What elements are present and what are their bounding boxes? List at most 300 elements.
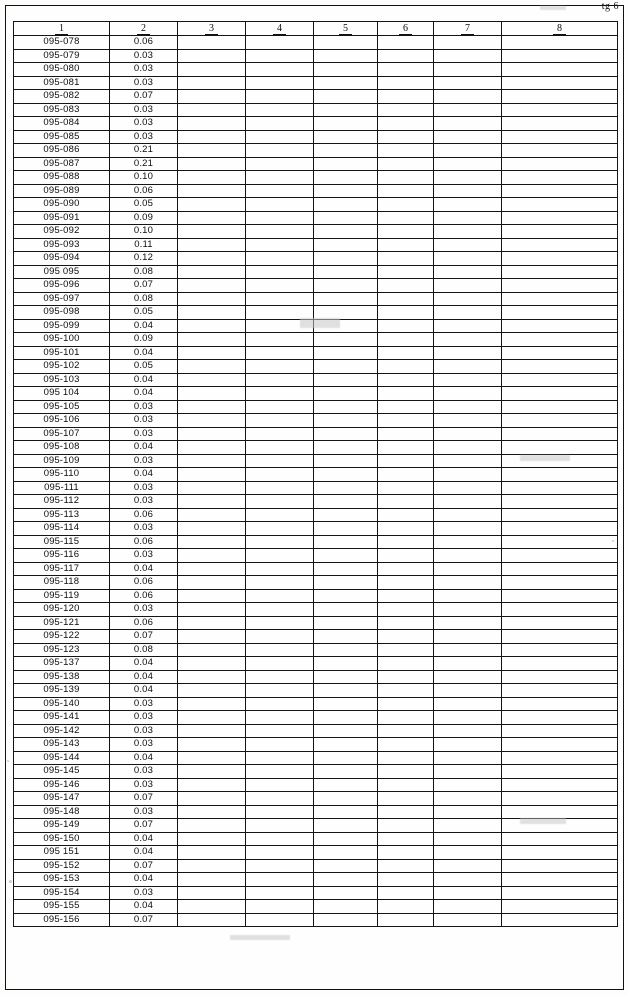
cell-empty-col3 [178, 481, 246, 495]
cell-empty-col5 [314, 535, 378, 549]
cell-empty-col4 [246, 549, 314, 563]
cell-empty-col4 [246, 333, 314, 347]
cell-empty-col7 [434, 103, 502, 117]
cell-sample-id: 095-103 [14, 373, 110, 387]
cell-empty-col8 [502, 576, 618, 590]
cell-value: 0.03 [110, 76, 178, 90]
cell-empty-col8 [502, 306, 618, 320]
cell-empty-col7 [434, 414, 502, 428]
cell-empty-col5 [314, 211, 378, 225]
cell-value: 0.21 [110, 144, 178, 158]
cell-empty-col6 [378, 873, 434, 887]
cell-empty-col7 [434, 144, 502, 158]
cell-empty-col4 [246, 495, 314, 509]
cell-sample-id: 095-082 [14, 90, 110, 104]
cell-empty-col3 [178, 832, 246, 846]
cell-sample-id: 095-109 [14, 454, 110, 468]
cell-empty-col3 [178, 319, 246, 333]
scan-smudge [230, 935, 290, 940]
table-row [14, 63, 618, 77]
table-row [14, 427, 618, 441]
cell-sample-id: 095-142 [14, 724, 110, 738]
cell-sample-id: 095-155 [14, 900, 110, 914]
cell-value: 0.08 [110, 292, 178, 306]
cell-value: 0.07 [110, 819, 178, 833]
cell-empty-col5 [314, 454, 378, 468]
cell-empty-col6 [378, 292, 434, 306]
cell-sample-id: 095-105 [14, 400, 110, 414]
cell-empty-col8 [502, 252, 618, 266]
cell-empty-col5 [314, 90, 378, 104]
cell-value: 0.06 [110, 616, 178, 630]
cell-empty-col6 [378, 832, 434, 846]
cell-value: 0.03 [110, 414, 178, 428]
cell-empty-col3 [178, 252, 246, 266]
cell-empty-col3 [178, 751, 246, 765]
table-row [14, 279, 618, 293]
cell-empty-col3 [178, 724, 246, 738]
cell-value: 0.06 [110, 535, 178, 549]
cell-sample-id: 095-122 [14, 630, 110, 644]
cell-value: 0.03 [110, 454, 178, 468]
cell-empty-col5 [314, 252, 378, 266]
cell-empty-col4 [246, 724, 314, 738]
cell-empty-col3 [178, 616, 246, 630]
cell-empty-col7 [434, 792, 502, 806]
cell-empty-col6 [378, 576, 434, 590]
cell-empty-col8 [502, 805, 618, 819]
cell-empty-col6 [378, 252, 434, 266]
cell-empty-col8 [502, 387, 618, 401]
cell-empty-col7 [434, 832, 502, 846]
cell-value: 0.12 [110, 252, 178, 266]
cell-empty-col4 [246, 616, 314, 630]
cell-empty-col4 [246, 130, 314, 144]
cell-empty-col7 [434, 63, 502, 77]
cell-empty-col5 [314, 441, 378, 455]
table-row [14, 616, 618, 630]
cell-empty-col6 [378, 157, 434, 171]
table-row [14, 130, 618, 144]
cell-empty-col5 [314, 684, 378, 698]
cell-empty-col4 [246, 211, 314, 225]
cell-empty-col6 [378, 333, 434, 347]
cell-empty-col7 [434, 90, 502, 104]
cell-sample-id: 095-123 [14, 643, 110, 657]
cell-value: 0.07 [110, 279, 178, 293]
cell-empty-col8 [502, 765, 618, 779]
cell-empty-col5 [314, 306, 378, 320]
cell-value: 0.09 [110, 211, 178, 225]
cell-sample-id: 095-083 [14, 103, 110, 117]
cell-empty-col4 [246, 805, 314, 819]
cell-empty-col7 [434, 292, 502, 306]
cell-sample-id: 095-090 [14, 198, 110, 212]
cell-empty-col7 [434, 495, 502, 509]
table-row [14, 360, 618, 374]
cell-value: 0.03 [110, 805, 178, 819]
cell-empty-col4 [246, 279, 314, 293]
cell-value: 0.06 [110, 184, 178, 198]
cell-value: 0.09 [110, 333, 178, 347]
cell-empty-col3 [178, 144, 246, 158]
cell-empty-col3 [178, 157, 246, 171]
cell-empty-col7 [434, 738, 502, 752]
table-row [14, 643, 618, 657]
cell-empty-col3 [178, 549, 246, 563]
cell-empty-col6 [378, 900, 434, 914]
column-header-1 [14, 22, 110, 36]
cell-empty-col8 [502, 913, 618, 927]
cell-empty-col8 [502, 481, 618, 495]
cell-empty-col5 [314, 697, 378, 711]
cell-empty-col4 [246, 468, 314, 482]
cell-empty-col7 [434, 711, 502, 725]
cell-empty-col4 [246, 346, 314, 360]
cell-empty-col7 [434, 549, 502, 563]
cell-empty-col6 [378, 346, 434, 360]
cell-empty-col7 [434, 859, 502, 873]
cell-empty-col3 [178, 427, 246, 441]
cell-empty-col7 [434, 697, 502, 711]
cell-empty-col8 [502, 738, 618, 752]
cell-sample-id: 095-117 [14, 562, 110, 576]
cell-empty-col6 [378, 184, 434, 198]
table-row [14, 684, 618, 698]
cell-empty-col6 [378, 400, 434, 414]
cell-empty-col5 [314, 913, 378, 927]
table-row [14, 373, 618, 387]
cell-empty-col4 [246, 738, 314, 752]
column-header-1-label: 1 [55, 24, 68, 35]
cell-empty-col8 [502, 198, 618, 212]
cell-empty-col5 [314, 630, 378, 644]
cell-empty-col8 [502, 832, 618, 846]
cell-empty-col6 [378, 49, 434, 63]
cell-empty-col3 [178, 454, 246, 468]
cell-empty-col4 [246, 103, 314, 117]
cell-empty-col8 [502, 508, 618, 522]
cell-empty-col4 [246, 859, 314, 873]
table-row [14, 414, 618, 428]
cell-empty-col6 [378, 225, 434, 239]
table-row [14, 292, 618, 306]
cell-empty-col7 [434, 630, 502, 644]
cell-empty-col6 [378, 468, 434, 482]
cell-value: 0.05 [110, 360, 178, 374]
table-row [14, 481, 618, 495]
cell-sample-id: 095-145 [14, 765, 110, 779]
cell-empty-col7 [434, 481, 502, 495]
cell-value: 0.04 [110, 468, 178, 482]
column-header-8 [502, 22, 618, 36]
table-row [14, 846, 618, 860]
cell-value: 0.03 [110, 522, 178, 536]
cell-empty-col8 [502, 859, 618, 873]
cell-empty-col5 [314, 522, 378, 536]
cell-empty-col7 [434, 157, 502, 171]
cell-empty-col4 [246, 562, 314, 576]
table-row [14, 508, 618, 522]
cell-empty-col5 [314, 292, 378, 306]
table-row [14, 724, 618, 738]
cell-empty-col5 [314, 157, 378, 171]
cell-value: 0.04 [110, 373, 178, 387]
cell-empty-col4 [246, 522, 314, 536]
cell-value: 0.04 [110, 751, 178, 765]
cell-empty-col6 [378, 738, 434, 752]
cell-sample-id: 095-100 [14, 333, 110, 347]
cell-value: 0.05 [110, 306, 178, 320]
table-row [14, 36, 618, 50]
cell-empty-col4 [246, 765, 314, 779]
cell-empty-col6 [378, 319, 434, 333]
cell-empty-col3 [178, 495, 246, 509]
cell-empty-col4 [246, 265, 314, 279]
scan-speck [7, 760, 9, 762]
column-header-4-label: 4 [273, 24, 286, 35]
cell-value: 0.03 [110, 481, 178, 495]
cell-empty-col8 [502, 522, 618, 536]
cell-empty-col6 [378, 130, 434, 144]
cell-value: 0.03 [110, 63, 178, 77]
cell-empty-col3 [178, 684, 246, 698]
cell-empty-col4 [246, 643, 314, 657]
cell-empty-col7 [434, 265, 502, 279]
cell-value: 0.03 [110, 765, 178, 779]
table-row [14, 711, 618, 725]
cell-empty-col3 [178, 886, 246, 900]
cell-empty-col7 [434, 184, 502, 198]
cell-empty-col4 [246, 454, 314, 468]
cell-empty-col5 [314, 144, 378, 158]
cell-empty-col5 [314, 819, 378, 833]
cell-empty-col8 [502, 900, 618, 914]
cell-empty-col7 [434, 778, 502, 792]
cell-empty-col5 [314, 360, 378, 374]
cell-empty-col6 [378, 306, 434, 320]
cell-empty-col3 [178, 535, 246, 549]
table-row [14, 657, 618, 671]
cell-value: 0.03 [110, 49, 178, 63]
cell-empty-col8 [502, 292, 618, 306]
cell-empty-col3 [178, 225, 246, 239]
cell-empty-col5 [314, 495, 378, 509]
cell-empty-col8 [502, 778, 618, 792]
cell-empty-col7 [434, 522, 502, 536]
table-row [14, 859, 618, 873]
cell-empty-col8 [502, 279, 618, 293]
cell-empty-col6 [378, 670, 434, 684]
cell-empty-col5 [314, 873, 378, 887]
cell-empty-col6 [378, 616, 434, 630]
cell-empty-col6 [378, 481, 434, 495]
cell-empty-col3 [178, 670, 246, 684]
cell-empty-col3 [178, 738, 246, 752]
cell-empty-col3 [178, 873, 246, 887]
table-row [14, 603, 618, 617]
cell-empty-col7 [434, 49, 502, 63]
cell-sample-id: 095-106 [14, 414, 110, 428]
cell-empty-col7 [434, 76, 502, 90]
cell-empty-col6 [378, 846, 434, 860]
cell-empty-col6 [378, 63, 434, 77]
cell-empty-col7 [434, 360, 502, 374]
table-row [14, 117, 618, 131]
cell-empty-col4 [246, 306, 314, 320]
table-row [14, 832, 618, 846]
cell-empty-col6 [378, 441, 434, 455]
cell-empty-col3 [178, 49, 246, 63]
cell-value: 0.03 [110, 495, 178, 509]
cell-value: 0.08 [110, 265, 178, 279]
cell-sample-id: 095-097 [14, 292, 110, 306]
table-body [14, 36, 618, 927]
cell-empty-col3 [178, 103, 246, 117]
cell-empty-col8 [502, 535, 618, 549]
cell-empty-col4 [246, 778, 314, 792]
cell-empty-col7 [434, 441, 502, 455]
cell-empty-col8 [502, 603, 618, 617]
cell-empty-col8 [502, 697, 618, 711]
cell-sample-id: 095-092 [14, 225, 110, 239]
cell-empty-col3 [178, 778, 246, 792]
cell-value: 0.03 [110, 886, 178, 900]
cell-sample-id: 095-141 [14, 711, 110, 725]
cell-empty-col4 [246, 684, 314, 698]
cell-empty-col6 [378, 495, 434, 509]
cell-sample-id: 095-101 [14, 346, 110, 360]
table-row [14, 522, 618, 536]
cell-empty-col7 [434, 616, 502, 630]
cell-sample-id: 095-150 [14, 832, 110, 846]
cell-empty-col4 [246, 508, 314, 522]
cell-empty-col3 [178, 279, 246, 293]
cell-value: 0.07 [110, 859, 178, 873]
cell-empty-col8 [502, 616, 618, 630]
table-row [14, 306, 618, 320]
cell-sample-id: 095-086 [14, 144, 110, 158]
cell-empty-col3 [178, 265, 246, 279]
cell-empty-col7 [434, 724, 502, 738]
cell-sample-id: 095-078 [14, 36, 110, 50]
cell-empty-col5 [314, 481, 378, 495]
cell-value: 0.10 [110, 171, 178, 185]
column-header-6 [378, 22, 434, 36]
scan-smudge [540, 6, 566, 10]
cell-empty-col6 [378, 711, 434, 725]
cell-empty-col8 [502, 373, 618, 387]
cell-empty-col7 [434, 765, 502, 779]
cell-empty-col6 [378, 103, 434, 117]
data-table [13, 21, 618, 927]
cell-empty-col4 [246, 400, 314, 414]
cell-empty-col7 [434, 468, 502, 482]
cell-empty-col5 [314, 603, 378, 617]
cell-empty-col4 [246, 913, 314, 927]
table-row [14, 333, 618, 347]
cell-empty-col8 [502, 103, 618, 117]
cell-sample-id: 095 151 [14, 846, 110, 860]
table-row [14, 778, 618, 792]
cell-sample-id: 095-080 [14, 63, 110, 77]
cell-empty-col7 [434, 333, 502, 347]
cell-empty-col6 [378, 630, 434, 644]
cell-empty-col6 [378, 360, 434, 374]
table-row [14, 549, 618, 563]
cell-sample-id: 095 095 [14, 265, 110, 279]
cell-empty-col6 [378, 913, 434, 927]
cell-empty-col6 [378, 144, 434, 158]
cell-value: 0.03 [110, 117, 178, 131]
cell-empty-col4 [246, 481, 314, 495]
cell-empty-col8 [502, 414, 618, 428]
cell-empty-col5 [314, 346, 378, 360]
cell-empty-col6 [378, 778, 434, 792]
cell-empty-col8 [502, 886, 618, 900]
cell-empty-col7 [434, 306, 502, 320]
cell-empty-col6 [378, 751, 434, 765]
cell-empty-col7 [434, 427, 502, 441]
table-row [14, 211, 618, 225]
cell-sample-id: 095-084 [14, 117, 110, 131]
table-row [14, 387, 618, 401]
table-row [14, 441, 618, 455]
cell-value: 0.03 [110, 778, 178, 792]
cell-empty-col8 [502, 117, 618, 131]
cell-empty-col4 [246, 373, 314, 387]
cell-empty-col5 [314, 198, 378, 212]
cell-empty-col7 [434, 805, 502, 819]
cell-empty-col4 [246, 157, 314, 171]
cell-value: 0.04 [110, 832, 178, 846]
cell-empty-col6 [378, 36, 434, 50]
cell-empty-col4 [246, 846, 314, 860]
cell-value: 0.03 [110, 697, 178, 711]
cell-empty-col5 [314, 765, 378, 779]
cell-empty-col6 [378, 657, 434, 671]
cell-empty-col4 [246, 670, 314, 684]
cell-empty-col6 [378, 76, 434, 90]
cell-empty-col4 [246, 171, 314, 185]
cell-value: 0.04 [110, 387, 178, 401]
cell-empty-col5 [314, 900, 378, 914]
cell-sample-id: 095-144 [14, 751, 110, 765]
cell-empty-col6 [378, 535, 434, 549]
cell-empty-col7 [434, 684, 502, 698]
table-row [14, 562, 618, 576]
cell-empty-col5 [314, 886, 378, 900]
table-row [14, 400, 618, 414]
cell-value: 0.06 [110, 576, 178, 590]
cell-empty-col4 [246, 792, 314, 806]
cell-sample-id: 095-154 [14, 886, 110, 900]
cell-sample-id: 095-111 [14, 481, 110, 495]
cell-empty-col8 [502, 562, 618, 576]
table-row [14, 103, 618, 117]
cell-empty-col4 [246, 630, 314, 644]
cell-empty-col3 [178, 333, 246, 347]
cell-empty-col5 [314, 711, 378, 725]
cell-empty-col4 [246, 603, 314, 617]
cell-empty-col6 [378, 603, 434, 617]
cell-empty-col7 [434, 130, 502, 144]
table-row [14, 346, 618, 360]
cell-value: 0.03 [110, 549, 178, 563]
cell-empty-col5 [314, 792, 378, 806]
cell-empty-col3 [178, 711, 246, 725]
cell-empty-col3 [178, 805, 246, 819]
